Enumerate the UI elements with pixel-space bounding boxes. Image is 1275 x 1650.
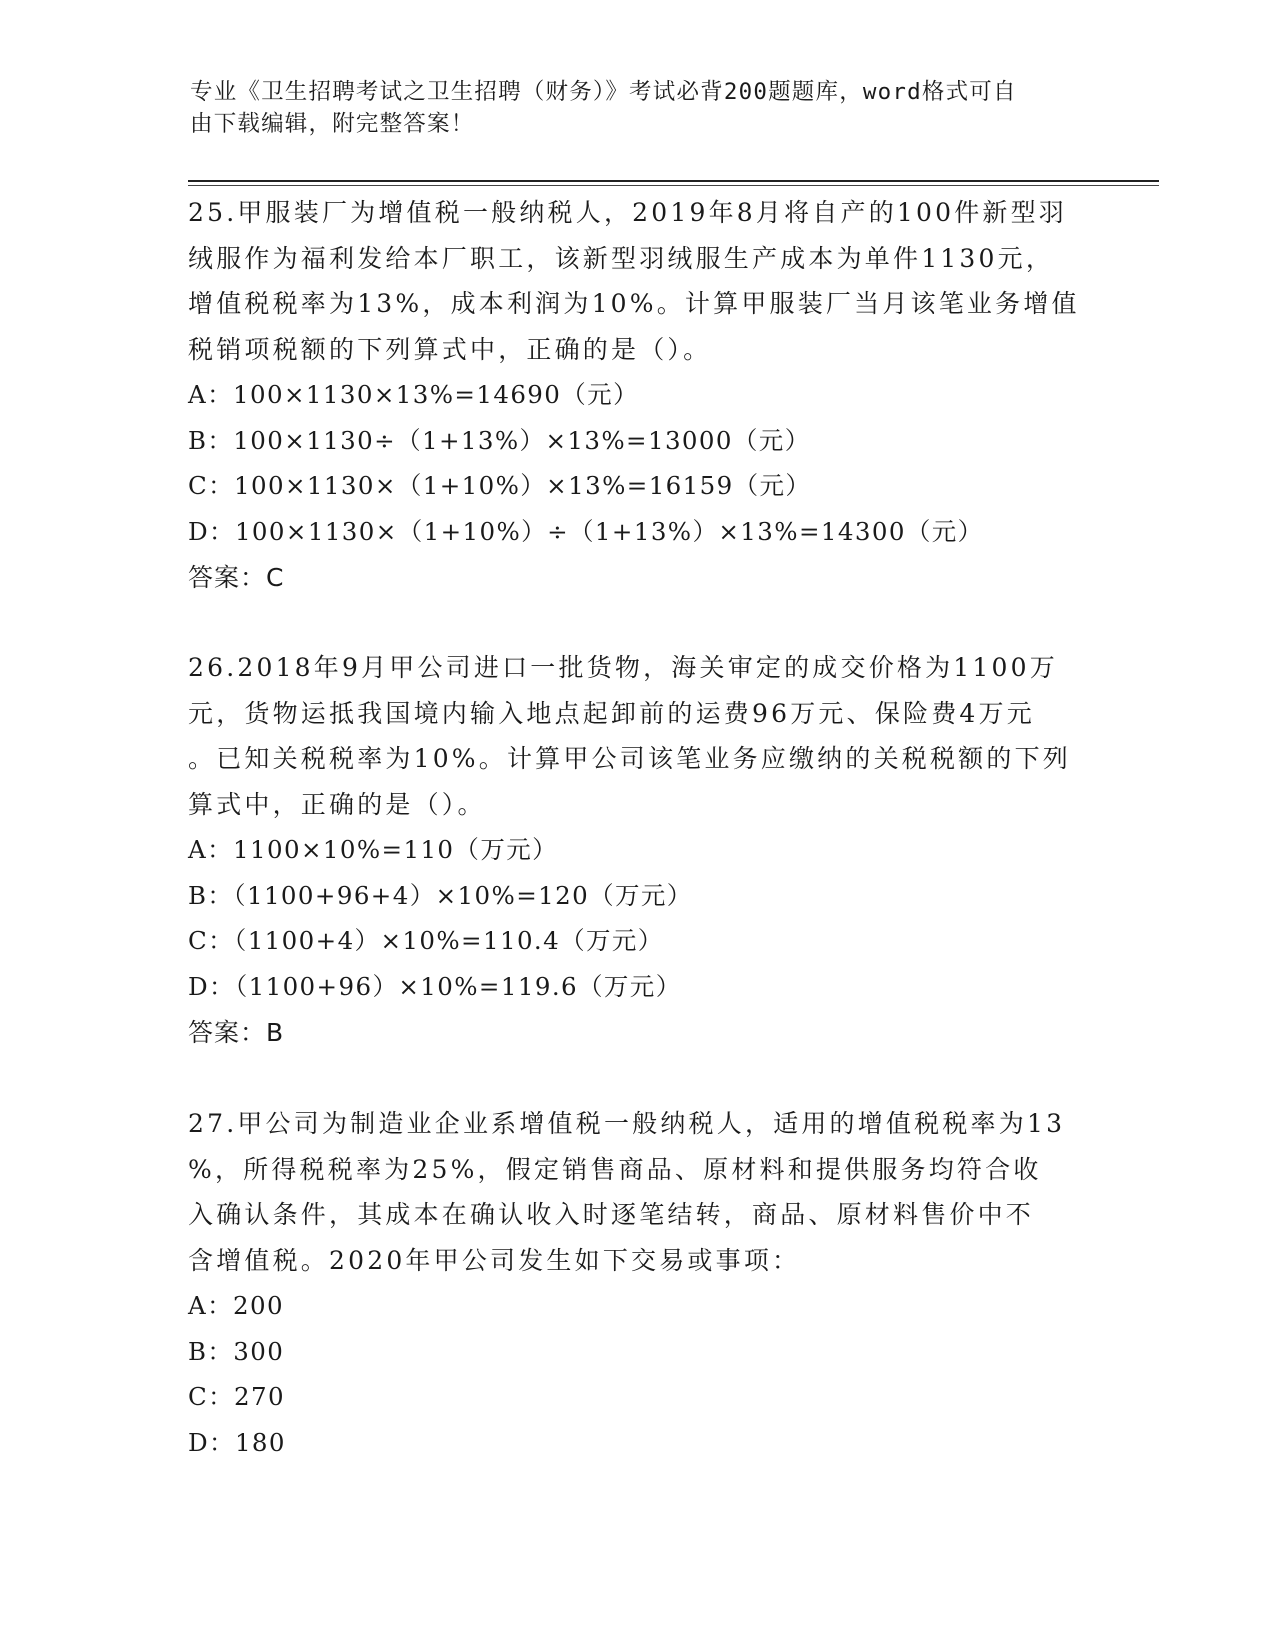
option-b: B：（1100+96+4）×10%=120（万元）	[188, 880, 693, 910]
question-text-line: 27.甲公司为制造业企业系增值税一般纳税人，适用的增值税税率为13	[188, 1109, 1066, 1138]
question-text-line: 绒服作为福利发给本厂职工，该新型羽绒服生产成本为单件1130元，	[188, 243, 1055, 273]
question-text-line: 含增值税。2020年甲公司发生如下交易或事项：	[188, 1245, 801, 1275]
answer-line: 答案：B	[188, 1018, 285, 1047]
option-c: C：100×1130×（1+10%）×13%=16159（元）	[188, 471, 812, 500]
option-a: A：100×1130×13%=14690（元）	[188, 380, 639, 409]
option-c: C：270	[188, 1382, 286, 1411]
question-text-line: 元，货物运抵我国境内输入地点起卸前的运费96万元、保险费4万元	[188, 698, 1035, 728]
option-a: A：200	[188, 1291, 284, 1320]
answer-line: 答案：C	[188, 563, 285, 592]
question-text-line: %，所得税税率为25%，假定销售商品、原材料和提供服务均符合收	[188, 1154, 1042, 1184]
question-text-line: 。已知关税税率为10%。计算甲公司该笔业务应缴纳的关税税额的下列	[188, 744, 1071, 773]
question-26	[188, 645, 1088, 1057]
question-text-line: 增值税税率为13%，成本利润为10%。计算甲服装厂当月该笔业务增值	[188, 289, 1080, 318]
option-b: B：100×1130÷（1+13%）×13%=13000（元）	[188, 425, 811, 455]
header-line: 专业《卫生招聘考试之卫生招聘（财务）》考试必背200题题库，word格式可自	[190, 79, 1017, 105]
question-27	[188, 1101, 1088, 1465]
question-text-line: 25.甲服装厂为增值税一般纳税人，2019年8月将自产的100件新型羽	[188, 198, 1068, 227]
question-text-line: 入确认条件，其成本在确认收入时逐笔结转，商品、原材料售价中不	[188, 1200, 1035, 1229]
option-d: D：180	[188, 1427, 286, 1457]
document-header	[190, 76, 1090, 140]
question-25	[188, 190, 1088, 602]
header-divider-thin	[188, 185, 1159, 186]
question-text-line: 税销项税额的下列算式中，正确的是（）。	[188, 334, 712, 364]
question-text-line: 26.2018年9月甲公司进口一批货物，海关审定的成交价格为1100万	[188, 653, 1058, 682]
header-divider-thick	[188, 180, 1159, 182]
header-line: 由下载编辑，附完整答案！	[190, 111, 475, 137]
option-c: C：（1100+4）×10%=110.4（万元）	[188, 926, 664, 955]
option-d: D：100×1130×（1+10%）÷（1+13%）×13%=14300（元）	[188, 516, 984, 546]
option-a: A：1100×10%=110（万元）	[188, 835, 559, 864]
option-d: D：（1100+96）×10%=119.6（万元）	[188, 971, 682, 1001]
option-b: B：300	[188, 1336, 285, 1366]
question-text-line: 算式中，正确的是（）。	[188, 789, 486, 819]
